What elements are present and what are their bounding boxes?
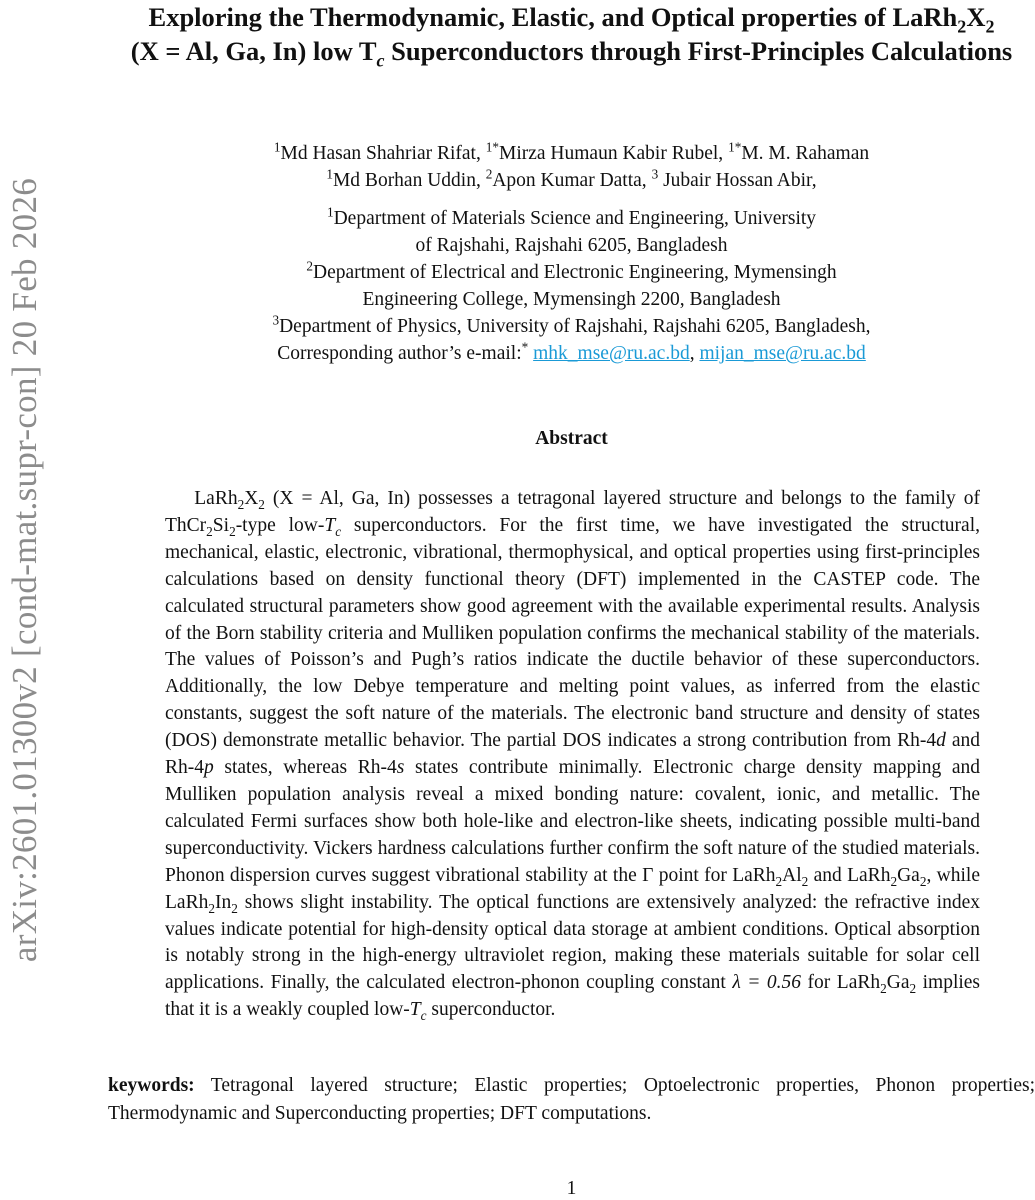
affiliation-3: $^3$Department of Physics, University of Rajshahi, Rajshahi 6205, Bangladesh, — [272, 312, 871, 337]
affiliations — [108, 205, 1035, 367]
author-line-1: $^1$Md Hasan Shahriar Rifat, $^{1*}$Mirza Humaun Kabir Rubel, $^{1*}$M. M. Rahaman — [273, 139, 870, 164]
author-list — [108, 140, 1035, 194]
keywords-text: Tetragonal layered structure; Elastic properties; Optoelectronic properties, Phonon properties; Thermodynamic and Superconducting properties; DFT computations. — [108, 1075, 1035, 1124]
affiliation-1: $^1$Department of Materials Science and Engineering, University — [326, 204, 817, 229]
paper-title: Exploring the Thermodynamic, Elastic, and Optical properties of $LaRh_2X_2$ (X = Al, Ga, In) low $T_c$ Superconductors through First-Principles Calculations — [130, 2, 1013, 71]
corresponding-author: Corresponding author’s e-mail:* mhk_mse@ru.ac.bd, mijan_mse@ru.ac.bd — [277, 339, 866, 364]
arxiv-identifier: arXiv:2601.01300v2 [cond-mat.supr-con] 20 Feb 2026 — [5, 177, 45, 963]
affiliation-2-cont: Engineering College, Mymensingh 2200, Bangladesh — [362, 289, 781, 310]
affiliation-1-cont: of Rajshahi, Rajshahi 6205, Bangladesh — [415, 235, 728, 256]
author-line-2: $^1$Md Borhan Uddin, $^2$Apon Kumar Datta, $^3$ Jubair Hossan Abir, — [326, 166, 817, 191]
arxiv-sidebar — [0, 110, 50, 1030]
keywords — [108, 1072, 1035, 1128]
email-link-2[interactable]: mijan_mse@ru.ac.bd — [699, 343, 866, 364]
abstract-heading: Abstract — [535, 428, 608, 449]
abstract-body: $LaRh_2X_2$ (X = Al, Ga, In) possesses a tetragonal layered structure and belongs to the family of $ThCr_2Si_2$-type low-$T_c$ superconductors. For the first time, we have investigated the structural, mechanical, elastic, electronic, vibrational, thermophysical, and optical properties using first-principles calculations based on density functional theory (DFT) implemented in the CASTEP code. The calculated structural parameters show good agreement with the available experimental results. Analysis of the Born stability criteria and Mulliken population confirms the mechanical stability of the materials. The values of Poisson’s and Pugh’s ratios indicate the ductile behavior of these superconductors. Additionally, the low Debye temperature and melting point values, as inferred from the elastic constants, suggest the soft nature of the materials. The electronic band structure and density of states (DOS) demonstrate metallic behavior. The partial DOS indicates a strong contribution from Rh-4d and Rh-4p states, whereas Rh-4s states contribute minimally. Electronic charge density mapping and Mulliken population analysis reveal a mixed bonding nature: covalent, ionic, and metallic. The calculated Fermi surfaces show both hole-like and electron-like sheets, indicating possible multi-band superconductivity. Vickers hardness calculations further confirm the soft nature of the studied materials. Phonon dispersion curves suggest vibrational stability at the Γ point for $LaRh_2Al_2$ and $LaRh_2Ga_2$, while $LaRh_2In_2$ shows slight instability. The optical functions are extensively analyzed: the refractive index values indicate potential for high-density optical data storage at ambient conditions. Optical absorption is notably strong in the high-energy ultraviolet region, making these materials suitable for solar cell applications. Finally, the calculated electron-phonon coupling constant λ = 0.56 for $LaRh_2Ga_2$ implies that it is a weakly coupled low-$T_c$ superconductor. — [165, 488, 981, 1024]
email-link-1[interactable]: mhk_mse@ru.ac.bd — [533, 343, 690, 364]
page-number: 1 — [566, 1178, 577, 1199]
affiliation-2: $^2$Department of Electrical and Electronic Engineering, Mymensingh — [306, 258, 837, 283]
keywords-label: keywords: — [108, 1075, 195, 1096]
